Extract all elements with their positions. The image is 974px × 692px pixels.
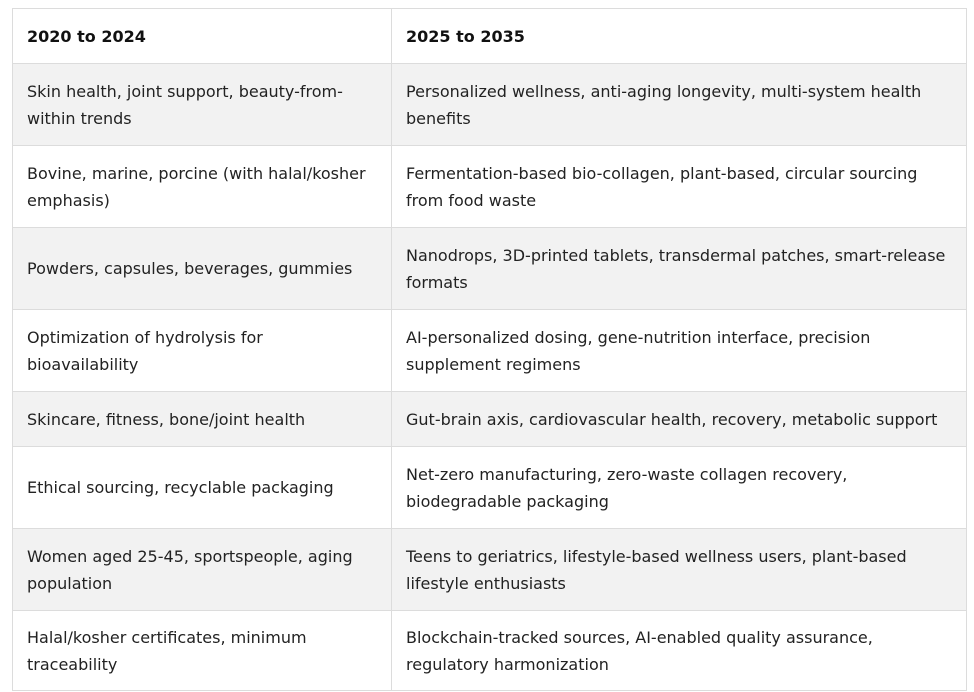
table-cell-future: Blockchain-tracked sources, AI-enabled quality assurance, regulatory harmonization [392,611,967,691]
comparison-table-container [12,8,966,691]
column-header-2025-2035: 2025 to 2035 [392,9,967,64]
table-cell-future: AI-personalized dosing, gene-nutrition interface, precision supplement regimens [392,310,967,392]
table-cell-past: Ethical sourcing, recyclable packaging [13,447,392,529]
table-cell-future: Teens to geriatrics, lifestyle-based wellness users, plant-based lifestyle enthusiasts [392,529,967,611]
table-row [13,146,967,228]
table-cell-past: Women aged 25-45, sportspeople, aging population [13,529,392,611]
table-cell-future: Personalized wellness, anti-aging longevity, multi-system health benefits [392,64,967,146]
table-cell-past: Halal/kosher certificates, minimum traceability [13,611,392,691]
table-header-row [13,9,967,64]
table-cell-future: Fermentation-based bio-collagen, plant-based, circular sourcing from food waste [392,146,967,228]
table-cell-past: Skin health, joint support, beauty-from-within trends [13,64,392,146]
table-cell-past: Bovine, marine, porcine (with halal/kosher emphasis) [13,146,392,228]
table-row [13,529,967,611]
comparison-table [12,8,967,691]
table-row [13,392,967,447]
table-row [13,447,967,529]
table-cell-past: Optimization of hydrolysis for bioavailability [13,310,392,392]
column-header-2020-2024: 2020 to 2024 [13,9,392,64]
table-cell-future: Net-zero manufacturing, zero-waste collagen recovery, biodegradable packaging [392,447,967,529]
table-row [13,228,967,310]
table-row [13,310,967,392]
table-row [13,611,967,691]
table-row [13,64,967,146]
table-cell-future: Nanodrops, 3D-printed tablets, transdermal patches, smart-release formats [392,228,967,310]
table-cell-future: Gut-brain axis, cardiovascular health, recovery, metabolic support [392,392,967,447]
table-cell-past: Powders, capsules, beverages, gummies [13,228,392,310]
table-cell-past: Skincare, fitness, bone/joint health [13,392,392,447]
